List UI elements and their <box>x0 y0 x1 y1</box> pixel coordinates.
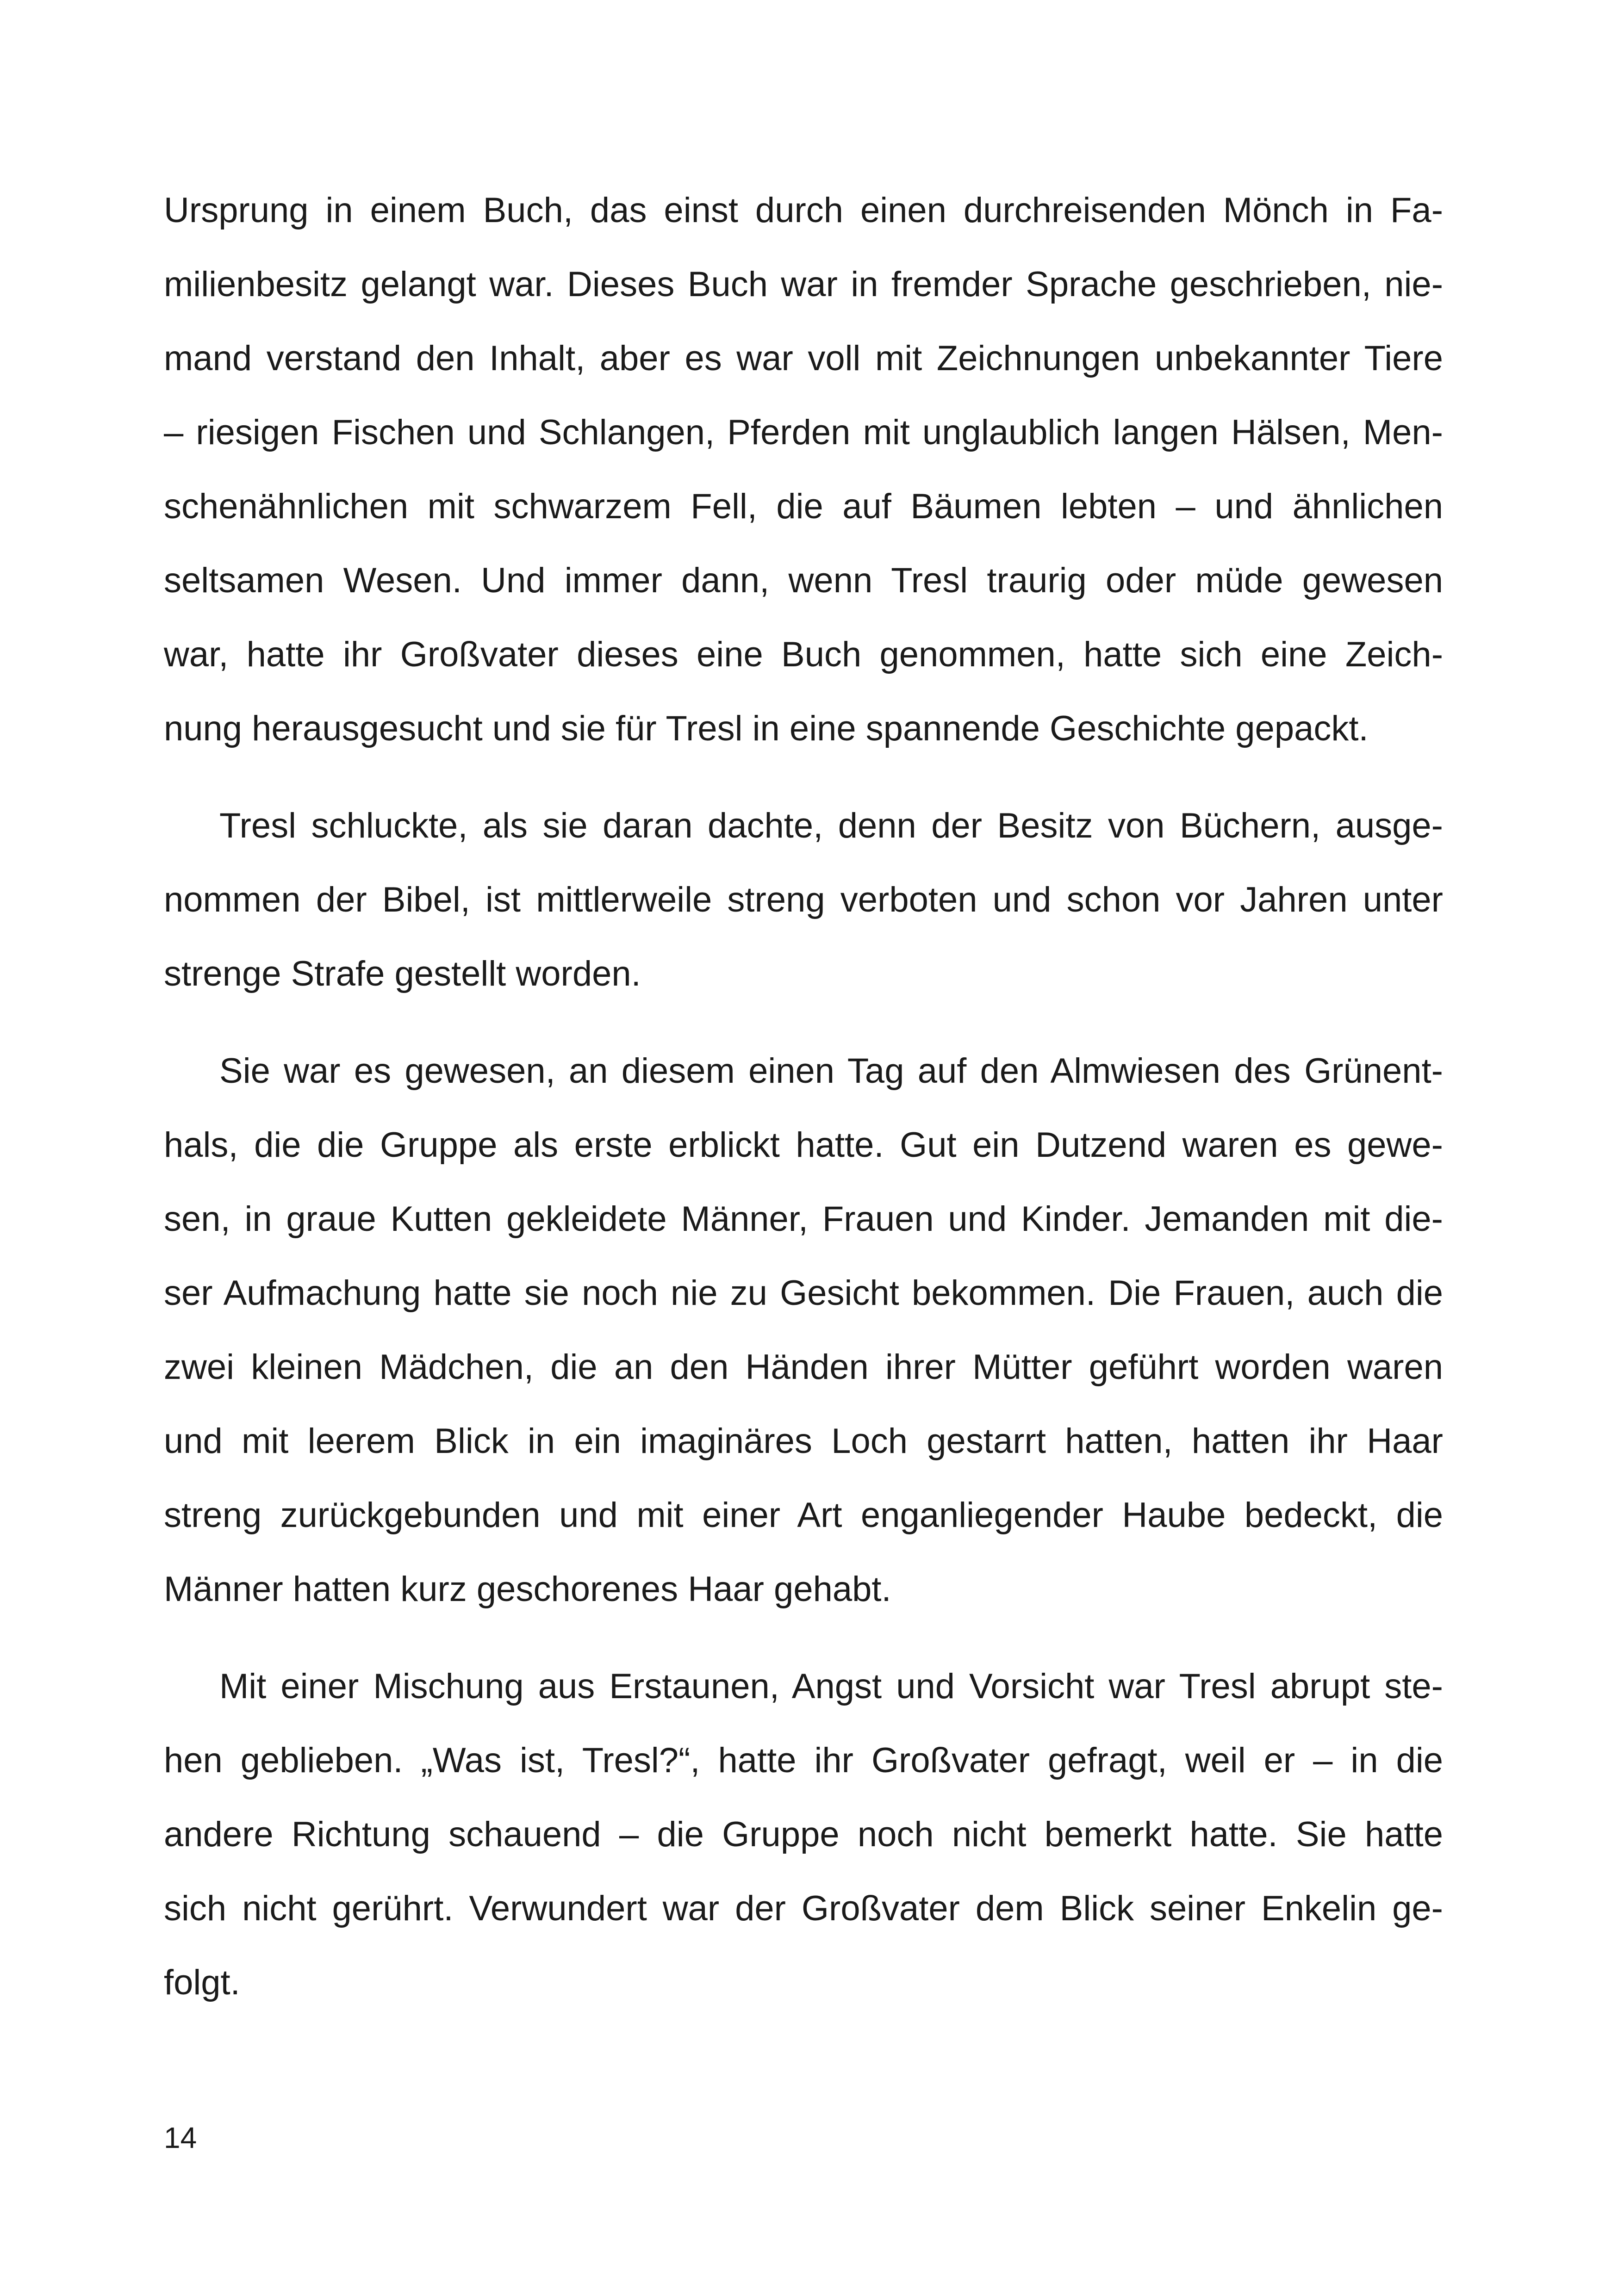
text-line: – riesigen Fischen und Schlangen, Pferden mit unglaublich langen Hälsen, Men- <box>164 413 1443 452</box>
text-line: war, hatte ihr Großvater dieses eine Buch genommen, hatte sich eine Zeich- <box>164 635 1443 674</box>
text-line: strenge Strafe gestellt worden. <box>164 954 641 993</box>
text-line: zwei kleinen Mädchen, die an den Händen ihrer Mütter geführt worden waren <box>164 1347 1443 1387</box>
text-line: nung herausgesucht und sie für Tresl in eine spannende Geschichte gepackt. <box>164 709 1369 748</box>
text-line: streng zurückgebunden und mit einer Art enganliegender Haube bedeckt, die <box>164 1496 1443 1535</box>
text-line: sich nicht gerührt. Verwundert war der Großvater dem Blick seiner Enkelin ge- <box>164 1889 1443 1928</box>
text-line: hen geblieben. „Was ist, Tresl?“, hatte ihr Großvater gefragt, weil er – in die <box>164 1741 1443 1780</box>
text-line: und mit leerem Blick in ein imaginäres Loch gestarrt hatten, hatten ihr Haar <box>164 1421 1443 1461</box>
text-line: hals, die die Gruppe als erste erblickt hatte. Gut ein Dutzend waren es gewe- <box>164 1125 1443 1165</box>
text-line: schenähnlichen mit schwarzem Fell, die auf Bäumen lebten – und ähnlichen <box>164 487 1443 526</box>
text-line: mand verstand den Inhalt, aber es war voll mit Zeichnungen unbekannter Tiere <box>164 339 1443 378</box>
text-line: milienbesitz gelangt war. Dieses Buch war in fremder Sprache geschrieben, nie- <box>164 265 1443 304</box>
text-line: seltsamen Wesen. Und immer dann, wenn Tresl traurig oder müde gewesen <box>164 561 1443 600</box>
text-line: folgt. <box>164 1963 240 2002</box>
text-line: Sie war es gewesen, an diesem einen Tag auf den Almwiesen des Grünent- <box>219 1051 1443 1091</box>
text-line: Mit einer Mischung aus Erstaunen, Angst und Vorsicht war Tresl abrupt ste- <box>219 1667 1443 1706</box>
text-line: Männer hatten kurz geschorenes Haar gehabt. <box>164 1570 891 1609</box>
text-line: ser Aufmachung hatte sie noch nie zu Gesicht bekommen. Die Frauen, auch die <box>164 1273 1443 1313</box>
page-number: 14 <box>164 2121 197 2154</box>
text-line: nommen der Bibel, ist mittlerweile streng verboten und schon vor Jahren unter <box>164 880 1443 919</box>
text-line: Tresl schluckte, als sie daran dachte, denn der Besitz von Büchern, ausge- <box>219 806 1443 845</box>
text-line: sen, in graue Kutten gekleidete Männer, Frauen und Kinder. Jemanden mit die- <box>164 1199 1443 1239</box>
text-line: andere Richtung schauend – die Gruppe noch nicht bemerkt hatte. Sie hatte <box>164 1815 1443 1854</box>
text-line: Ursprung in einem Buch, das einst durch einen durchreisenden Mönch in Fa- <box>164 191 1443 230</box>
